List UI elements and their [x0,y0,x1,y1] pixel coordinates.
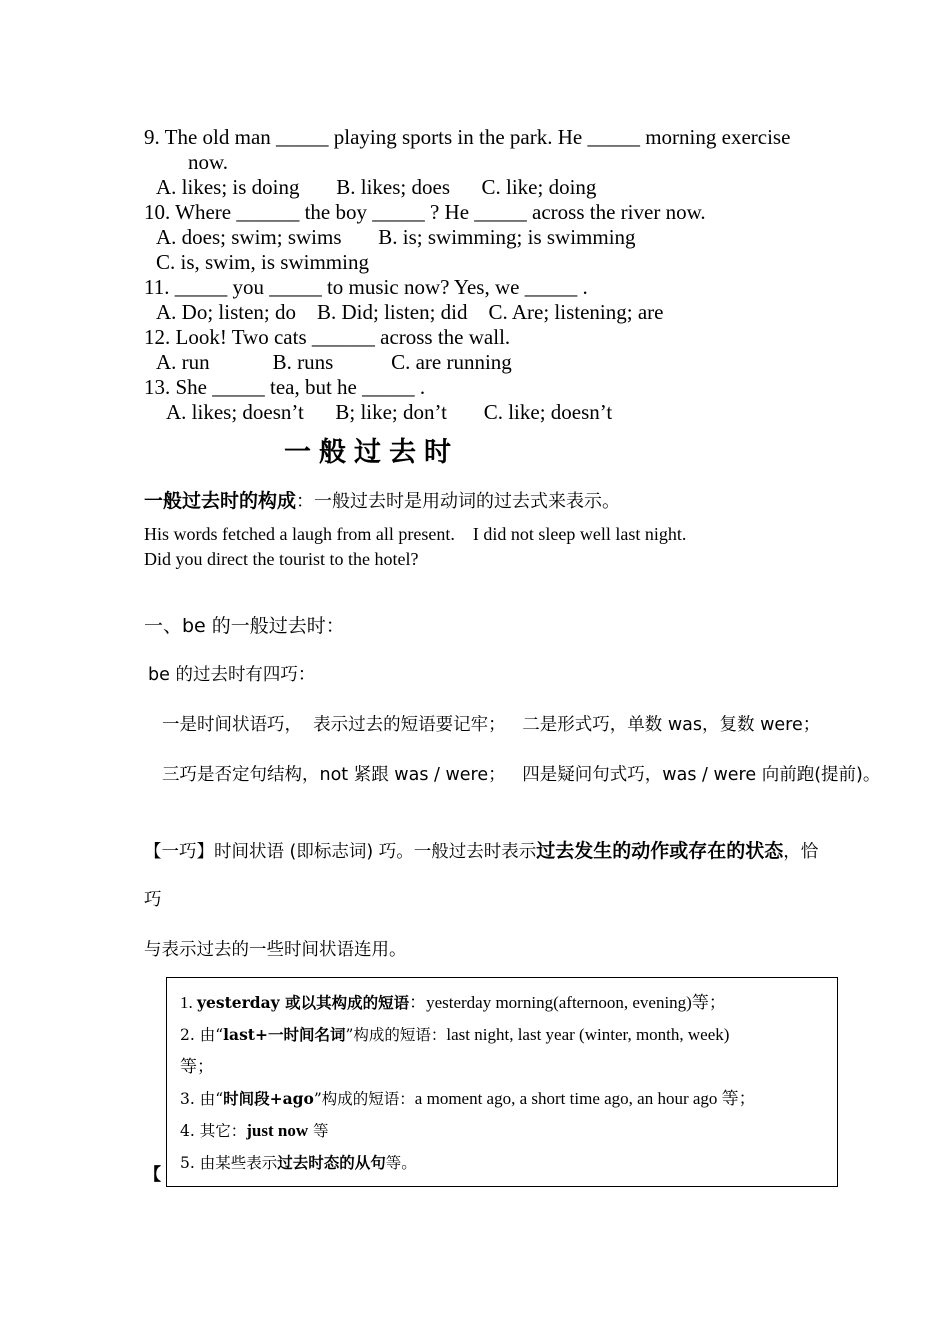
box-item-2-num: 2. 由“ [180,1026,224,1044]
trick1-line [144,836,818,863]
box-item-5-bold: 过去时态的从句 [277,1153,386,1172]
box-item-2-bold: last+一时间名词 [223,1025,346,1044]
box-item-3-rest: a moment ago, a short time ago, an hour ago 等； [414,1089,756,1108]
box-item-3-mid: ”构成的短语： [313,1090,415,1108]
box-item-4-num: 4. 其它： [180,1122,247,1140]
section-title: 一般过去时 [284,437,459,468]
trick1-line3: 与表示过去的一些时间状语连用。 [144,940,407,960]
box-item-5-num: 5. 由某些表示 [180,1154,278,1172]
box-item-1-rest: ：yesterday morning(afternoon, evening)等； [409,993,726,1012]
box-item-4-rest: 等 [308,1122,329,1140]
box-item-4-bold: just now [246,1121,309,1140]
box-item-1 [180,992,726,1014]
box-item-1-num: 1. [180,993,197,1012]
example-sentence-2: Did you direct the tourist to the hotel? [144,549,419,569]
box-item-3 [180,1088,756,1110]
structure-label: 一般过去时的构成 [144,490,297,512]
box-item-2-rest: last night, last year (winter, month, week) [446,1025,730,1044]
q9-text-cont: now. [188,150,229,174]
box-item-5 [180,1152,417,1174]
structure-text: ：一般过去时是用动词的过去式来表示。 [296,491,621,512]
box-item-2-mid: ”构成的短语： [345,1026,447,1044]
example-sentence-1: His words fetched a laugh from all present. I did not sleep well last night. [144,524,687,544]
q10-text: 10. Where ______ the boy _____ ? He _____ across the river now. [144,200,706,224]
trick1-prefix: 【一巧】时间状语 (即标志词) 巧。一般过去时表示 [144,842,537,862]
q10-option-c: C. is, swim, is swimming [156,250,369,274]
box-item-5-rest: 等。 [385,1154,417,1172]
be-rule-1: 一是时间状语巧， 表示过去的短语要记牢； 二是形式巧，单数 was，复数 were； [162,715,821,735]
time-expressions-box [166,977,838,1187]
box-item-3-bold: 时间段+ago [223,1089,314,1108]
trick1-line2: 巧 [144,890,162,910]
q9-options: A. likes; is doing B. likes; does C. like; doing [156,175,597,199]
be-intro: be 的过去时有四巧： [148,665,316,685]
q12-text: 12. Look! Two cats ______ across the wall. [144,325,511,349]
trick1-emphasis: 过去发生的动作或存在的状态 [536,840,784,862]
be-heading: 一、be 的一般过去时： [144,615,345,637]
q11-options: A. Do; listen; do B. Did; listen; did C. Are; listening; are [156,300,664,324]
q11-text: 11. _____ you _____ to music now? Yes, we _____ . [144,275,588,299]
box-item-2 [180,1024,729,1046]
q12-options: A. run B. runs C. are running [156,350,512,374]
q13-options: A. likes; doesn’t B; like; don’t C. like; doesn’t [166,400,613,424]
q9-text: 9. The old man _____ playing sports in the park. He _____ morning exercise [144,125,791,149]
structure-line [144,486,620,513]
trick1-suffix: ，恰 [783,842,819,862]
be-rule-2: 三巧是否定句结构，not 紧跟 was / were； 四是疑问句式巧，was / were 向前跑(提前)。 [162,765,881,785]
box-item-3-num: 3. 由“ [180,1090,224,1108]
partial-bracket: 【 [144,1165,161,1185]
box-item-1-bold: yesterday 或以其构成的短语 [197,993,410,1012]
q10-options-ab: A. does; swim; swims B. is; swimming; is swimming [156,225,636,249]
box-item-4 [180,1120,329,1142]
q13-text: 13. She _____ tea, but he _____ . [144,375,426,399]
box-item-2-cont: 等； [180,1057,214,1077]
